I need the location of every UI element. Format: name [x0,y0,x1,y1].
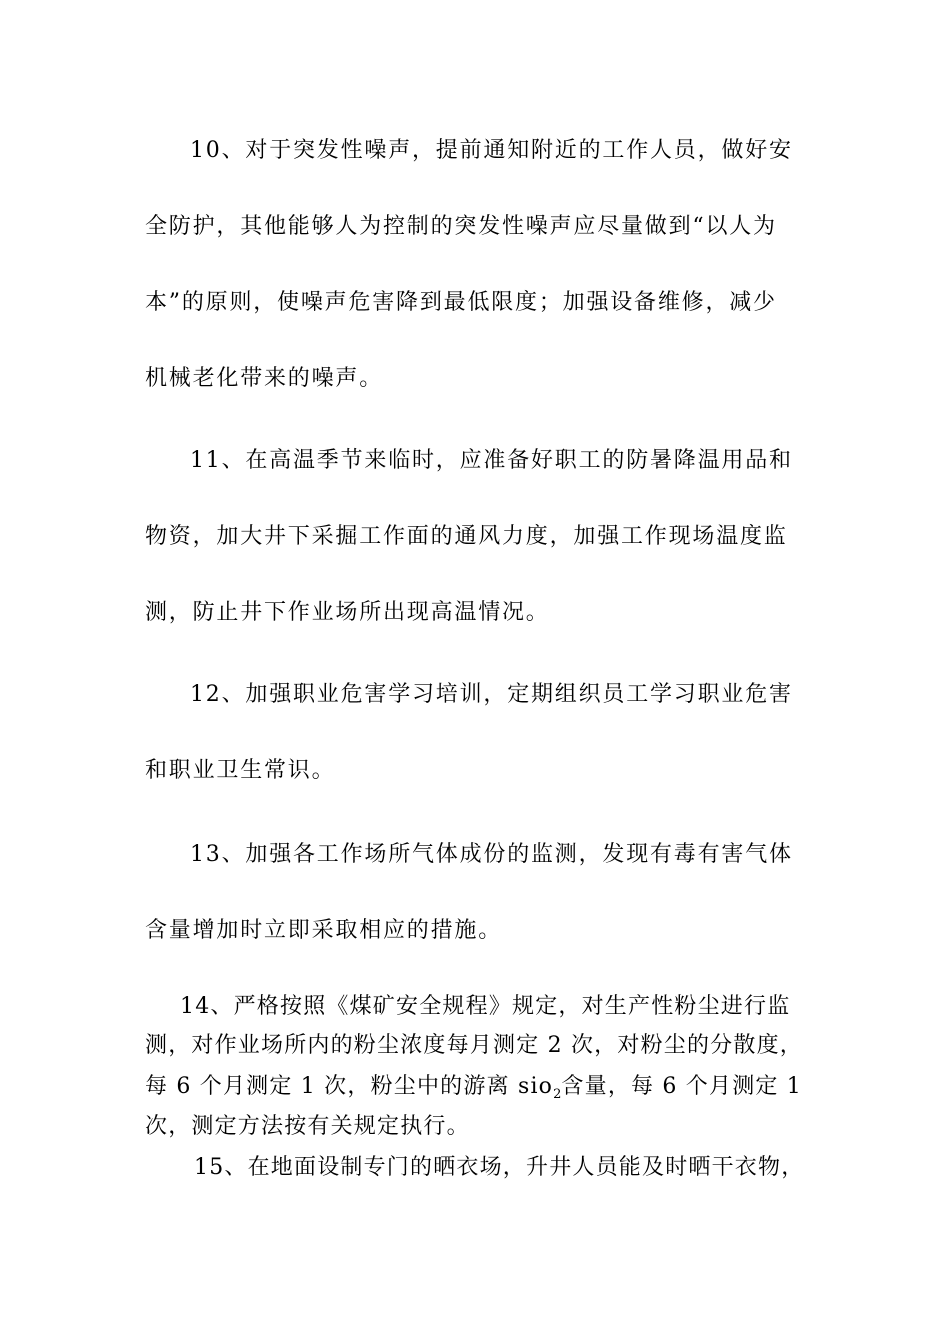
paragraph-10-line-4: 机械老化带来的噪声。 [145,366,384,391]
paragraph-12-line-1: 12、加强职业危害学习培训，定期组织员工学习职业危害 [190,682,793,707]
paragraph-14-line-4: 次，测定方法按有关规定执行。 [145,1114,470,1139]
paragraph-13-line-1: 13、加强各工作场所气体成份的监测，发现有毒有害气体 [190,842,793,867]
paragraph-11-line-3: 测，防止井下作业场所出现高温情况。 [145,600,550,625]
paragraph-14-line-3 [145,1072,802,1110]
subscript-2: 2 [553,1087,562,1102]
paragraph-14-line-2: 测，对作业场所内的粉尘浓度每月测定 2 次，对粉尘的分散度， [145,1033,803,1058]
paragraph-13-line-2: 含量增加时立即采取相应的措施。 [145,918,503,943]
paragraph-10-line-3: 本”的原则，使噪声危害降到最低限度；加强设备维修，减少 [145,290,777,315]
paragraph-12-line-2: 和职业卫生常识。 [145,758,336,783]
paragraph-10-line-2: 全防护，其他能够人为控制的突发性噪声应尽量做到“以人为 [145,214,777,239]
paragraph-11-line-1: 11、在高温季节来临时，应准备好职工的防暑降温用品和 [190,448,793,473]
paragraph-14-line-1: 14、严格按照《煤矿安全规程》规定，对生产性粉尘进行监 [180,994,791,1019]
paragraph-15-line-1: 15、在地面设制专门的晒衣场，升井人员能及时晒干衣物， [194,1155,805,1180]
paragraph-11-line-2: 物资，加大井下采掘工作面的通风力度，加强工作现场温度监 [145,524,788,549]
paragraph-10-line-1: 10、对于突发性噪声，提前通知附近的工作人员，做好安 [190,138,793,163]
paragraph-14-line-3-part-2: 含量，每 6 个月测定 1 [561,1074,802,1099]
paragraph-14-line-3-part-1: 每 6 个月测定 1 次，粉尘中的游离 sio [145,1074,554,1099]
